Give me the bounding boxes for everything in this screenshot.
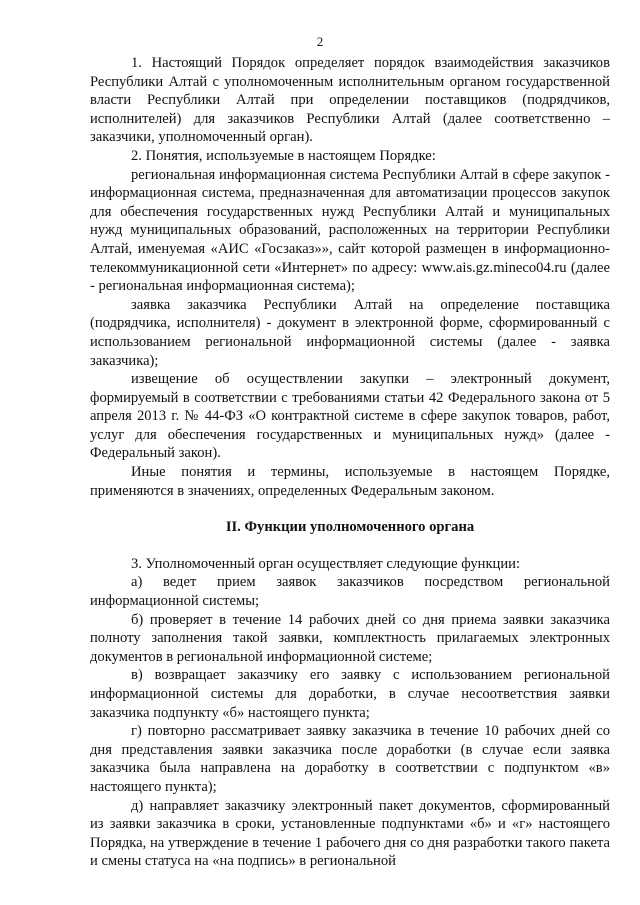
subparagraph-g: г) повторно рассматривает заявку заказчика в течение 10 рабочих дней со дня представления заявки заказчика после доработки (в случае если заявка заказчика была направлена на доработку в соответствии с подпунктом «в» настоящего пункта); xyxy=(90,723,610,795)
paragraph-3: 3. Уполномоченный орган осуществляет следующие функции: xyxy=(131,555,521,572)
paragraph-definition-zayavka: заявка заказчика Республики Алтай на определение поставщика (подрядчика, исполнителя) - документ в электронной форме, сформированный с использованием региональной информационной системы (далее - заявка заказчика); xyxy=(90,296,610,369)
subparagraph-a: а) ведет прием заявок заказчиков посредством региональной информационной системы; xyxy=(90,574,610,610)
subparagraph-v: в) возвращает заказчику его заявку с использованием региональной информационной системы для доработки, в случае несоответствия заявки заказчика подпункту «б» настоящего пункта; xyxy=(90,667,610,721)
paragraph-other-terms: Иные понятия и термины, используемые в настоящем Порядке, применяются в значениях, определенных Федеральным законом. xyxy=(90,464,610,499)
document-body xyxy=(90,54,610,871)
paragraph-2: 2. Понятия, используемые в настоящем Порядке: xyxy=(131,147,436,164)
paragraph-1: 1. Настоящий Порядок определяет порядок взаимодействия заказчиков Республики Алтай с уполномоченным исполнительным органом государственной власти Республики Алтай при определении поставщиков (подрядчиков, исполнителей) для заказчиков Республики Алтай (далее соответственно – заказчики, уполномоченный орган). xyxy=(90,55,610,146)
paragraph-definition-izveshchenie: извещение об осуществлении закупки – электронный документ, формируемый в соответствии с требованиями статьи 42 Федерального закона от 5 апреля 2013 г. № 44-ФЗ «О контрактной системе в сфере закупок товаров, работ, услуг для обеспечения государственных и муниципальных нужд» (далее - Федеральный закон). xyxy=(90,371,610,462)
paragraph-definition-ais: региональная информационная система Республики Алтай в сфере закупок - информационная система, предназначенная для автоматизации процессов закупок для обеспечения государственных нужд Республики Алтай и муниципальных нужд муниципальных образований, расположенных на территории Республики Алтай, именуемая «АИС «Госзаказ»», сайт которой размещен в информационно-телекоммуникационной сети «Интернет» по адресу: www.ais.gz.mineco04.ru (далее - региональная информационная система); xyxy=(90,166,610,295)
page-number: 2 xyxy=(316,34,324,49)
section-heading: II. Функции уполномоченного органа xyxy=(225,519,475,536)
subparagraph-d: д) направляет заказчику электронный пакет документов, сформированный из заявки заказчика в сроки, установленные подпунктами «б» и «г» настоящего Порядка, на утверждение в течение 1 рабочего дня со дня разработки такого пакета и смены статуса на «на подпись» в региональной xyxy=(90,797,610,870)
subparagraph-b: б) проверяет в течение 14 рабочих дней со дня приема заявки заказчика полноту заполнения такой заявки, комплектность прилагаемых электронных документов в региональной информационной системе; xyxy=(90,611,610,665)
